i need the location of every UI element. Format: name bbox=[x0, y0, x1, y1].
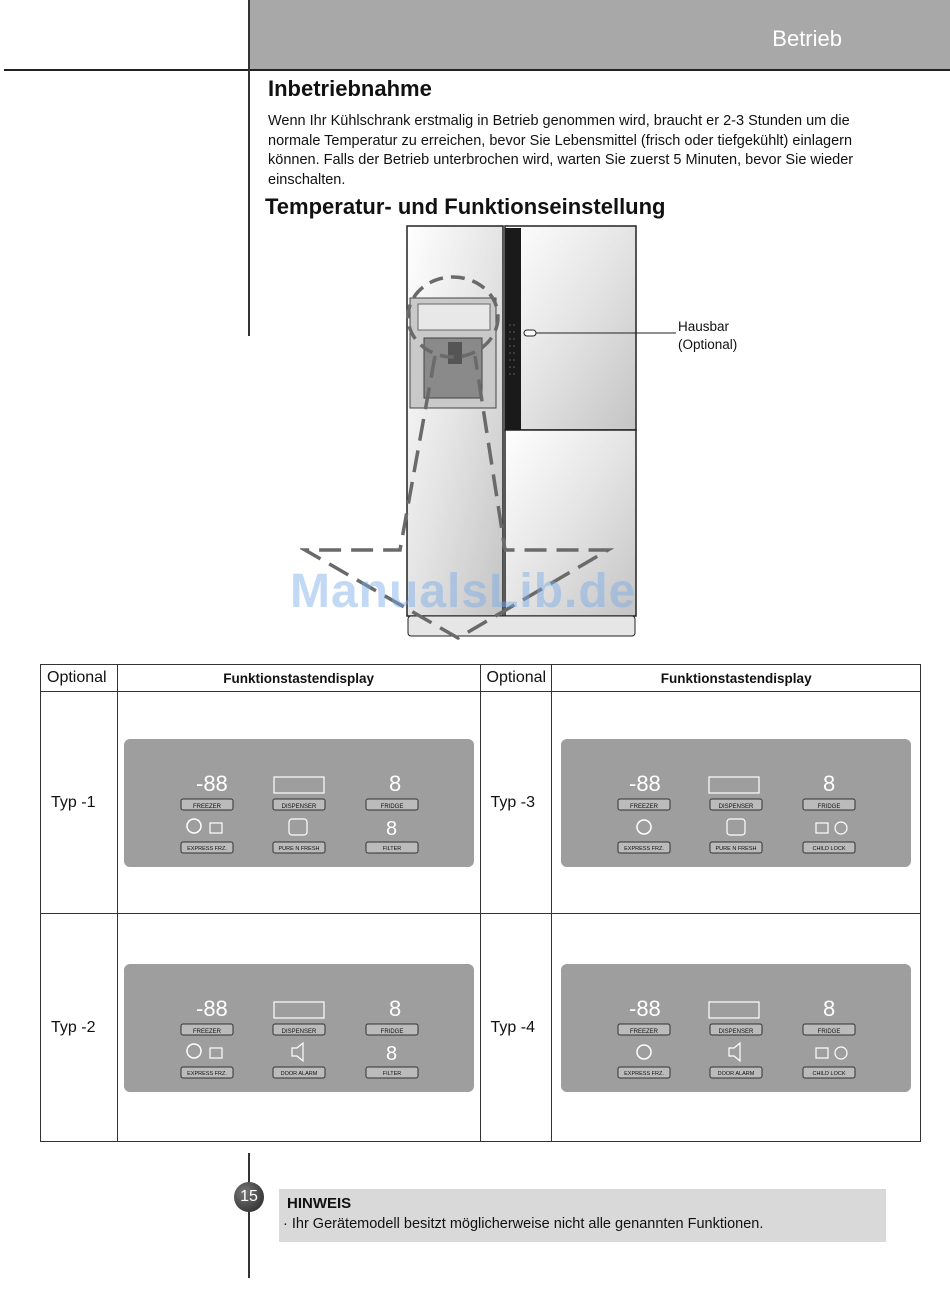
express-freeze-icon bbox=[187, 1044, 201, 1058]
express-freeze-icon bbox=[187, 819, 201, 833]
panel-graphic bbox=[561, 964, 911, 1092]
heading-inbetriebnahme: Inbetriebnahme bbox=[268, 76, 432, 101]
freezer-temp-digits: -88 bbox=[629, 770, 661, 796]
no-plumbing-icon bbox=[835, 1047, 847, 1059]
lock-icon bbox=[210, 1048, 222, 1058]
function-display-table bbox=[40, 664, 921, 1142]
intro-paragraph: Wenn Ihr Kühlschrank erstmalig in Betrieb genommen wird, braucht er 2-3 Stunden um die normale Temperatur zu erreichen, bevor Sie Lebensmittel (frisch oder tiefgekühlt) einlagern können. Falls der Betrieb unterbrochen wird, warten Sie zuerst 5 Minuten, bevor Sie wieder einschalten. bbox=[268, 113, 854, 188]
fridge-button-label: FRIDGE bbox=[380, 803, 403, 810]
pure-n-fresh-button-label: PURE N FRESH bbox=[715, 845, 757, 852]
child-lock-button-label: CHILD LOCK bbox=[812, 845, 846, 852]
panel-graphic bbox=[124, 964, 474, 1092]
filter-button-label: FILTER bbox=[382, 1070, 401, 1077]
dispenser-button-label: DISPENSER bbox=[718, 1028, 754, 1035]
lock-icon bbox=[210, 823, 222, 833]
control-panel-type-2 bbox=[124, 964, 474, 1092]
freezer-button-label: FREEZER bbox=[630, 1028, 659, 1035]
fridge-temp-digit: 8 bbox=[388, 770, 401, 796]
fridge-temp-digit: 8 bbox=[823, 770, 836, 796]
type-2-panel-cell bbox=[117, 914, 480, 1142]
fridge-button-label: FRIDGE bbox=[380, 1028, 403, 1035]
type-2-label: Typ -2 bbox=[41, 914, 118, 1142]
type-4-panel-cell bbox=[552, 914, 921, 1142]
header-display-left: Funktionstastendisplay bbox=[117, 665, 480, 692]
express-freeze-icon bbox=[637, 1045, 651, 1059]
page-number: 15 bbox=[234, 1182, 264, 1212]
fridge-temp-digit: 8 bbox=[823, 995, 836, 1021]
child-lock-button-label: CHILD LOCK bbox=[812, 1070, 846, 1077]
header-rule bbox=[4, 69, 950, 71]
hausbar-label: Hausbar bbox=[678, 319, 730, 334]
fridge-button-label: FRIDGE bbox=[817, 803, 841, 810]
section-title: Betrieb bbox=[772, 26, 842, 51]
door-alarm-button-label: DOOR ALARM bbox=[280, 1070, 317, 1077]
control-panel-type-4 bbox=[561, 964, 911, 1092]
dispenser-button-label: DISPENSER bbox=[281, 1028, 316, 1035]
dispenser-icon bbox=[274, 777, 324, 793]
freezer-button-label: FREEZER bbox=[192, 1028, 221, 1035]
freezer-temp-digits: -88 bbox=[629, 995, 661, 1021]
type-3-label: Typ -3 bbox=[480, 692, 552, 914]
header-optional-left: Optional bbox=[41, 665, 118, 692]
door-alarm-icon bbox=[729, 1043, 740, 1061]
control-panel-type-3 bbox=[561, 739, 911, 867]
express-frz-button-label: EXPRESS FRZ. bbox=[624, 1070, 665, 1077]
control-panel-type-1 bbox=[124, 739, 474, 867]
door-alarm-button-label: DOOR ALARM bbox=[717, 1070, 755, 1077]
express-freeze-icon bbox=[637, 820, 651, 834]
note-title: HINWEIS bbox=[287, 1195, 352, 1212]
freezer-button-label: FREEZER bbox=[192, 803, 221, 810]
dispenser-icon bbox=[709, 1002, 759, 1018]
hausbar-note: (Optional) bbox=[678, 337, 738, 352]
dispenser-button-label: DISPENSER bbox=[718, 803, 754, 810]
note-text: · Ihr Gerätemodell besitzt möglicherweise nicht alle genannten Funktionen. bbox=[283, 1216, 764, 1232]
no-plumbing-icon bbox=[835, 822, 847, 834]
fridge-button-label: FRIDGE bbox=[817, 1028, 841, 1035]
filter-button-label: FILTER bbox=[382, 845, 401, 852]
watermark: ManualsLib.de bbox=[290, 565, 637, 618]
pure-n-fresh-icon bbox=[289, 819, 307, 835]
fridge-temp-digit: 8 bbox=[388, 995, 401, 1021]
pure-n-fresh-button-label: PURE N FRESH bbox=[278, 845, 320, 852]
freezer-temp-digits: -88 bbox=[195, 770, 228, 796]
freezer-temp-digits: -88 bbox=[195, 995, 228, 1021]
heading-temperatur: Temperatur- und Funktionseinstellung bbox=[265, 194, 666, 219]
note-box bbox=[279, 1189, 886, 1242]
header-bar bbox=[249, 0, 950, 70]
panel-graphic bbox=[561, 739, 911, 867]
dispenser-icon bbox=[274, 1002, 324, 1018]
panel-graphic bbox=[124, 739, 474, 867]
type-1-label: Typ -1 bbox=[41, 692, 118, 914]
type-3-panel-cell bbox=[552, 692, 921, 914]
svg-text:8: 8 bbox=[385, 817, 397, 840]
express-frz-button-label: EXPRESS FRZ. bbox=[624, 845, 665, 852]
type-4-label: Typ -4 bbox=[480, 914, 552, 1142]
lock-icon bbox=[816, 823, 828, 833]
dispenser-button-label: DISPENSER bbox=[281, 803, 316, 810]
freezer-button-label: FREEZER bbox=[630, 803, 659, 810]
hausbar-callout bbox=[678, 318, 737, 354]
pure-n-fresh-icon bbox=[727, 819, 745, 835]
header-optional-right: Optional bbox=[480, 665, 552, 692]
lock-icon bbox=[816, 1048, 828, 1058]
header-display-right: Funktionstastendisplay bbox=[552, 665, 921, 692]
margin-rule-bottom bbox=[248, 1153, 250, 1278]
express-frz-button-label: EXPRESS FRZ. bbox=[186, 1070, 227, 1077]
door-alarm-icon bbox=[292, 1043, 303, 1061]
dispenser-icon bbox=[709, 777, 759, 793]
margin-rule bbox=[248, 0, 250, 336]
type-1-panel-cell bbox=[117, 692, 480, 914]
svg-text:8: 8 bbox=[385, 1042, 397, 1065]
express-frz-button-label: EXPRESS FRZ. bbox=[186, 845, 227, 852]
